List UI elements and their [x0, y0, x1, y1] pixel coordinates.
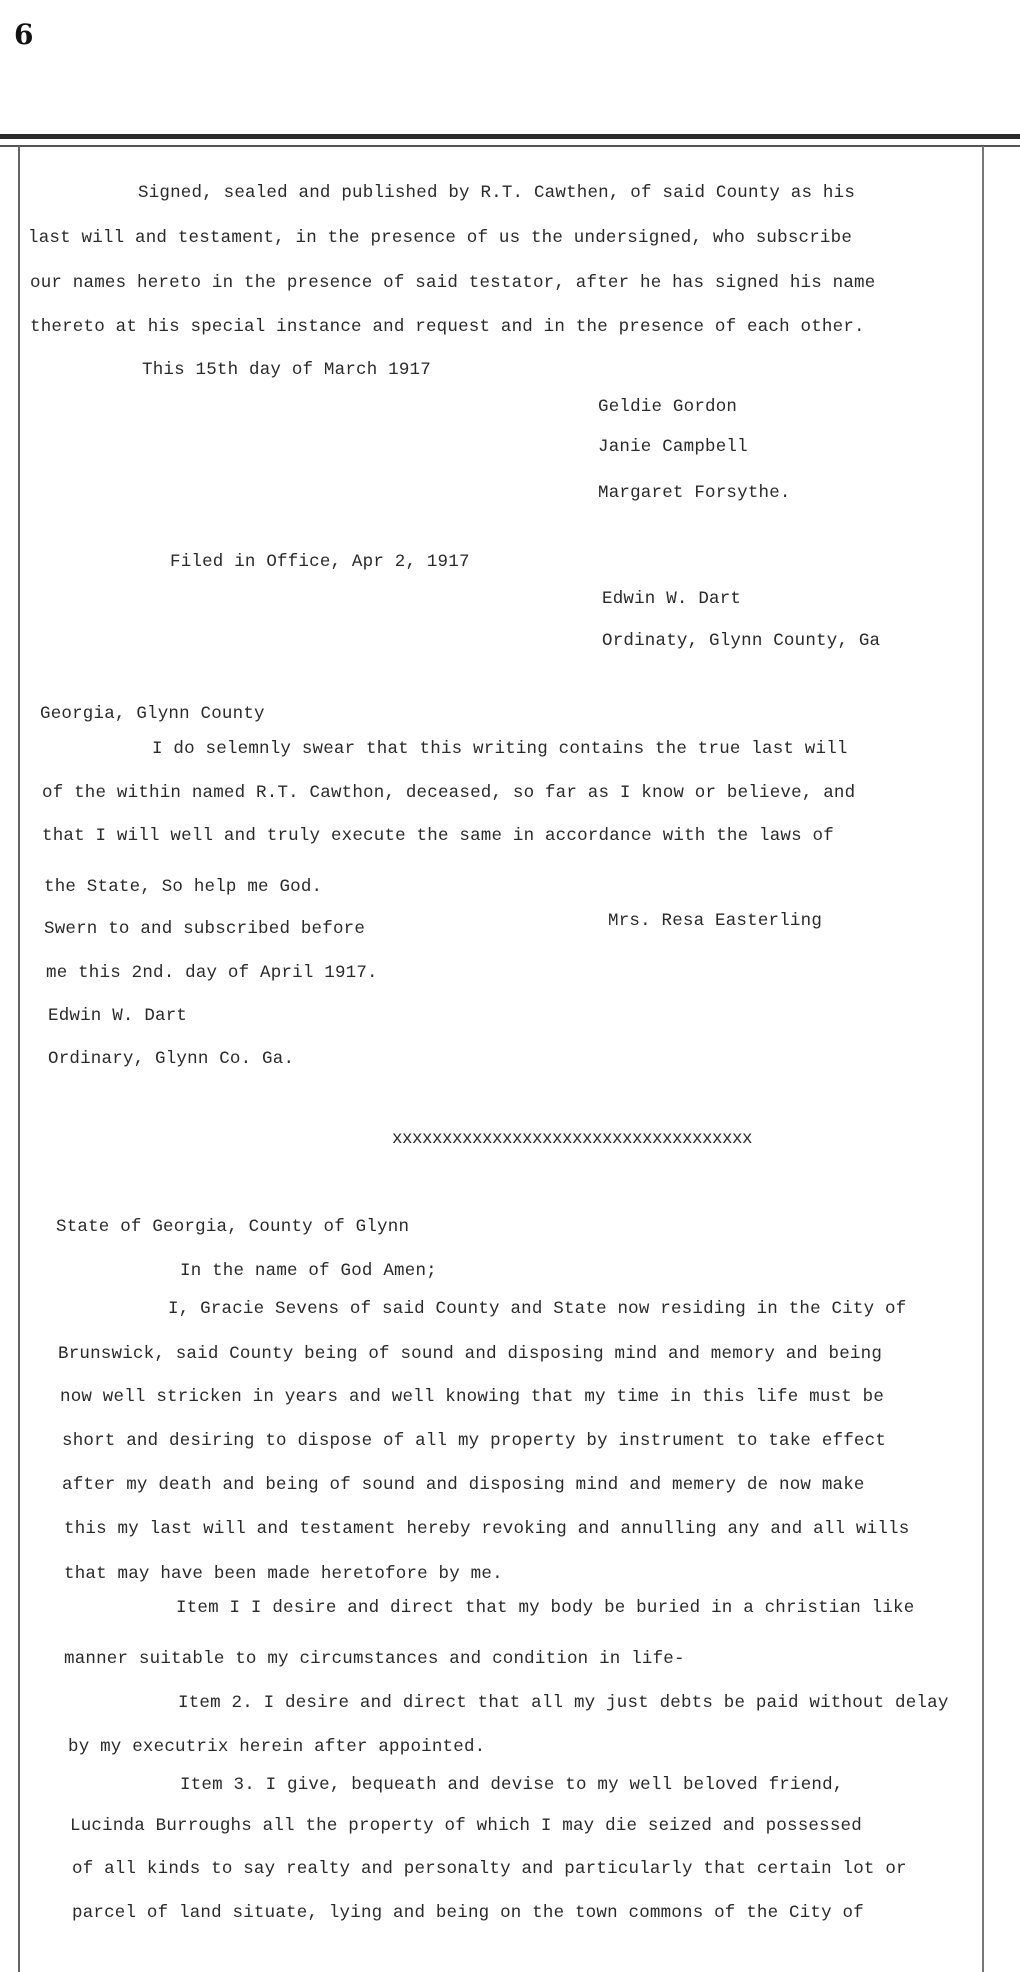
left-margin-line: [18, 146, 20, 1972]
oath-line-2: of the within named R.T. Cawthon, deceased, so far as I know or believe, and: [42, 783, 856, 803]
will-line-6: this my last will and testament hereby revoking and annulling any and all wills: [64, 1519, 910, 1539]
page-number: 6: [14, 18, 34, 51]
will-heading: State of Georgia, County of Glynn: [56, 1217, 410, 1237]
will-line-1: I, Gracie Sevens of said County and State now residing in the City of: [168, 1299, 907, 1319]
attestation-date: This 15th day of March 1917: [142, 360, 431, 380]
ordinary-title-1: Ordinaty, Glynn County, Ga: [602, 631, 881, 651]
separator-line: xxxxxxxxxxxxxxxxxxxxxxxxxxxxxxxxxxxx: [392, 1129, 753, 1149]
oath-line-1: I do selemnly swear that this writing contains the true last will: [152, 739, 848, 759]
will-line-11: by my executrix herein after appointed.: [68, 1737, 486, 1757]
attestation-line-2: last will and testament, in the presence of us the undersigned, who subscribe: [28, 228, 853, 248]
filed-in-office: Filed in Office, Apr 2, 1917: [170, 552, 470, 572]
sworn-line-2: me this 2nd. day of April 1917.: [46, 963, 378, 983]
will-item-1: Item I I desire and direct that my body be buried in a christian like: [176, 1598, 915, 1618]
ordinary-title-2: Ordinary, Glynn Co. Ga.: [48, 1049, 295, 1069]
will-line-3: now well stricken in years and well knowing that my time in this life must be: [60, 1387, 885, 1407]
attestation-line-1: Signed, sealed and published by R.T. Cawthen, of said County as his: [138, 183, 856, 203]
will-invocation: In the name of God Amen;: [180, 1261, 437, 1281]
will-line-7: that may have been made heretofore by me.: [64, 1564, 503, 1584]
will-item-2: Item 2. I desire and direct that all my just debts be paid without delay: [178, 1693, 949, 1713]
oath-heading: Georgia, Glynn County: [40, 704, 265, 724]
ordinary-name-2: Edwin W. Dart: [48, 1006, 188, 1026]
will-item-3: Item 3. I give, bequeath and devise to my well beloved friend,: [180, 1775, 844, 1795]
will-line-15: parcel of land situate, lying and being on the town commons of the City of: [72, 1903, 864, 1923]
sworn-line-1: Swern to and subscribed before: [44, 919, 366, 939]
right-margin-line: [982, 146, 984, 1972]
will-line-4: short and desiring to dispose of all my property by instrument to take effect: [62, 1431, 887, 1451]
oath-line-3: that I will well and truly execute the same in accordance with the laws of: [42, 826, 834, 846]
witness-2: Janie Campbell: [598, 437, 748, 457]
ordinary-name-1: Edwin W. Dart: [602, 589, 742, 609]
top-rule-thin: [0, 145, 1020, 147]
will-line-9: manner suitable to my circumstances and condition in life-: [64, 1649, 685, 1669]
will-line-13: Lucinda Burroughs all the property of which I may die seized and possessed: [70, 1816, 862, 1836]
will-line-2: Brunswick, said County being of sound and disposing mind and memory and being: [58, 1344, 883, 1364]
will-line-14: of all kinds to say realty and personalty and particularly that certain lot or: [72, 1859, 907, 1879]
witness-1: Geldie Gordon: [598, 397, 738, 417]
will-line-5: after my death and being of sound and disposing mind and memery de now make: [62, 1475, 865, 1495]
attestation-line-4: thereto at his special instance and request and in the presence of each other.: [30, 317, 865, 337]
witness-3: Margaret Forsythe.: [598, 483, 791, 503]
oath-signer: Mrs. Resa Easterling: [608, 911, 823, 931]
top-rule: [0, 134, 1020, 139]
attestation-line-3: our names hereto in the presence of said testator, after he has signed his name: [30, 273, 876, 293]
oath-line-4: the State, So help me God.: [44, 877, 323, 897]
